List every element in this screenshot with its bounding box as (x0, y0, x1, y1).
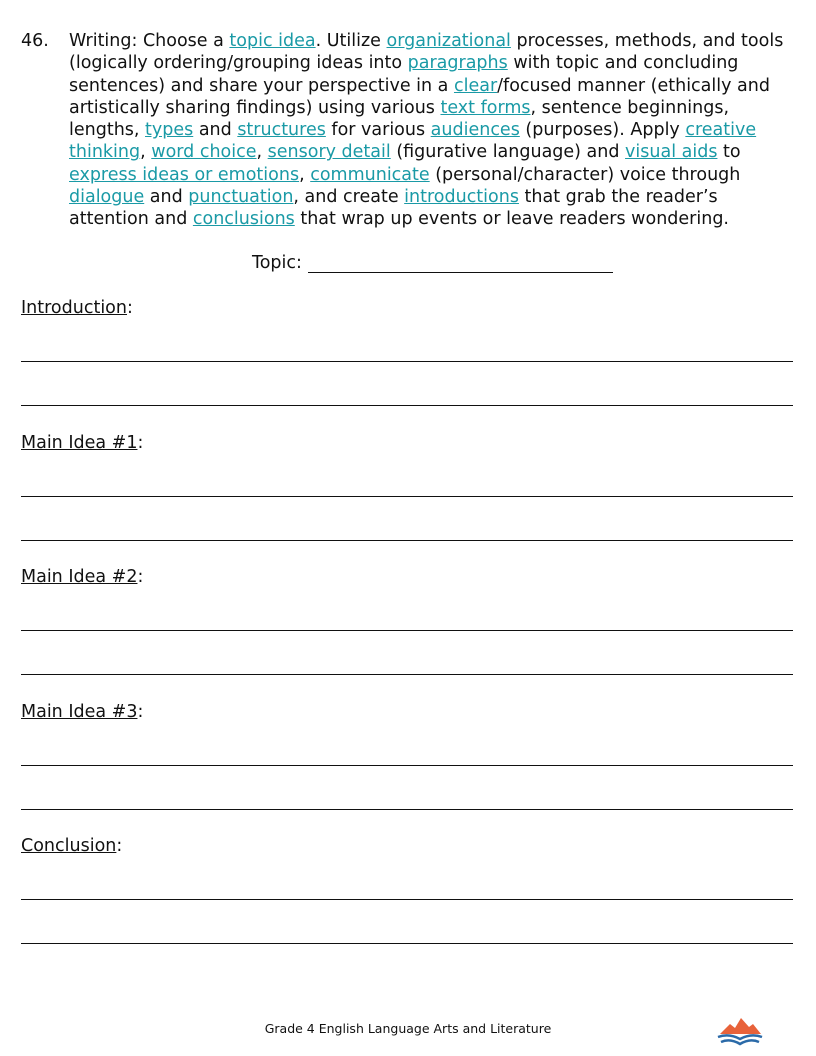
vocab-link[interactable]: types (145, 120, 194, 141)
vocab-link[interactable]: text forms (440, 97, 531, 118)
question-text-segment: that grab the reader’s attention and (69, 187, 718, 230)
introduction-heading (21, 298, 133, 318)
vocab-link[interactable]: express ideas or emotions (69, 164, 300, 185)
question-text-segment: and (193, 120, 238, 141)
question-text-segment: Writing: Choose a (69, 31, 230, 51)
topic-row (252, 252, 613, 273)
conclusion-colon: : (116, 836, 123, 856)
topic-label: Topic: (252, 253, 302, 273)
vocab-link[interactable]: visual aids (625, 142, 718, 163)
introduction-answer-line-1[interactable] (21, 361, 793, 362)
main-idea-1-answer-line-1[interactable] (21, 496, 793, 497)
vocab-link[interactable]: punctuation (188, 187, 294, 208)
question-text-segment: , (299, 164, 311, 185)
main-idea-3-answer-line-2[interactable] (21, 809, 793, 810)
main-idea-2-colon: : (137, 567, 144, 587)
question-text-segment: . Utilize (315, 31, 387, 51)
conclusion-answer-line-1[interactable] (21, 899, 793, 900)
vocab-link[interactable]: dialogue (69, 187, 145, 208)
question-text-segment: to (717, 142, 741, 163)
conclusion-answer-line-2[interactable] (21, 943, 793, 944)
introduction-label: Introduction (21, 298, 127, 318)
introduction-colon: : (126, 298, 133, 318)
main-idea-1-label: Main Idea #1 (21, 433, 138, 453)
mountain-book-logo-icon (716, 1012, 764, 1048)
main-idea-2-answer-line-2[interactable] (21, 674, 793, 675)
question-text-segment: , and create (293, 187, 405, 208)
main-idea-2-label: Main Idea #2 (21, 567, 138, 587)
vocab-link[interactable]: clear (453, 75, 498, 96)
vocab-link[interactable]: structures (237, 120, 326, 141)
question-text-segment: that wrap up events or leave readers wondering. (294, 209, 729, 230)
logo-mountain-shape (720, 1018, 761, 1034)
main-idea-3-label: Main Idea #3 (21, 702, 138, 722)
vocab-link[interactable]: paragraphs (407, 53, 508, 74)
vocab-link[interactable]: conclusions (192, 209, 295, 230)
question-text (69, 30, 801, 231)
question-number: 46. (21, 31, 49, 51)
vocab-link[interactable]: topic idea (229, 31, 316, 51)
question-text-segment: , (140, 142, 152, 163)
question-text-segment: , sentence beginnings, lengths, (69, 97, 730, 141)
question-text-segment: with topic and concluding sentences) and share your perspective in a (69, 53, 739, 96)
main-idea-2-heading (21, 567, 143, 587)
vocab-link[interactable]: organizational (386, 31, 511, 51)
question-text-segment: (figurative language) and (390, 142, 626, 163)
question-text-segment: , (256, 142, 268, 163)
introduction-answer-line-2[interactable] (21, 405, 793, 406)
logo-book-curve-2 (721, 1040, 759, 1044)
question-text-segment: (personal/character) voice through (429, 164, 741, 185)
main-idea-1-heading (21, 433, 143, 453)
vocab-link[interactable]: audiences (430, 120, 520, 141)
vocab-link[interactable]: communicate (310, 164, 430, 185)
main-idea-1-answer-line-2[interactable] (21, 540, 793, 541)
topic-answer-line[interactable] (308, 252, 613, 273)
question-text-segment: and (144, 187, 189, 208)
vocab-link[interactable]: creative thinking (69, 120, 757, 163)
question-text-segment: processes, methods, and tools (logically ordering/grouping ideas into (69, 31, 784, 74)
question-text-segment: for various (325, 120, 431, 141)
vocab-link[interactable]: sensory detail (267, 142, 391, 163)
main-idea-3-heading (21, 702, 143, 722)
vocab-link[interactable]: introductions (404, 187, 519, 208)
page-footer: Grade 4 English Language Arts and Literature (264, 1021, 552, 1036)
conclusion-heading (21, 836, 122, 856)
main-idea-3-colon: : (137, 702, 144, 722)
question-text-segment: /focused manner (ethically and artistically sharing findings) using various (69, 75, 770, 118)
conclusion-label: Conclusion (21, 836, 117, 856)
main-idea-3-answer-line-1[interactable] (21, 765, 793, 766)
question-block (21, 30, 801, 231)
vocab-link[interactable]: word choice (151, 142, 257, 163)
main-idea-2-answer-line-1[interactable] (21, 630, 793, 631)
logo-book-curve-1 (718, 1035, 762, 1039)
main-idea-1-colon: : (137, 433, 144, 453)
question-text-segment: (purposes). Apply (519, 120, 686, 141)
